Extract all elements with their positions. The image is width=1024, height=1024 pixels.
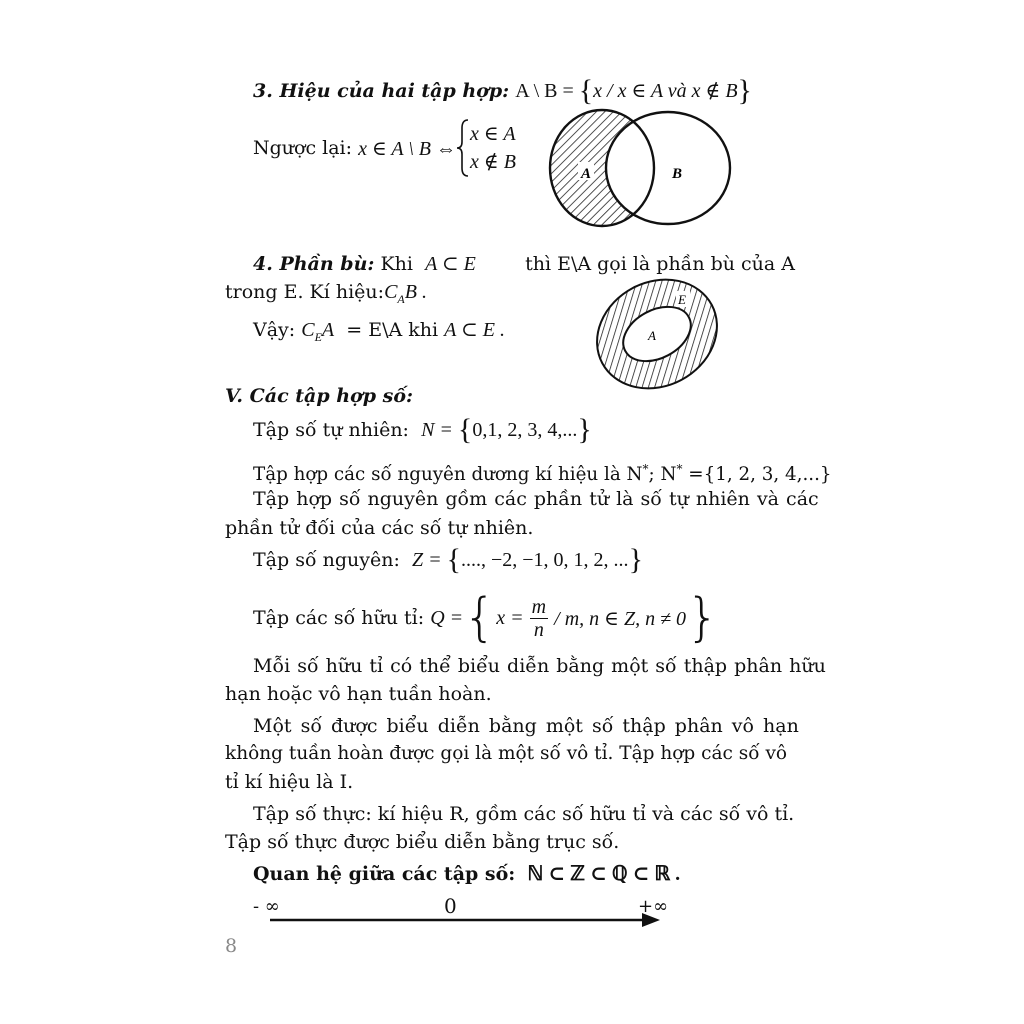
rationals-line: Tập các số hữu tỉ: Q = { x = $\frac{m}{n}$ / m, n ∈ Z, n ≠ 0 } bbox=[253, 588, 720, 648]
integers-desc-2: phần tử đối của các số tự nhiên. bbox=[225, 517, 534, 539]
rational-right-brace: } bbox=[686, 588, 720, 648]
rational-left-brace: { bbox=[463, 588, 497, 648]
converse-label: Ngược lại: bbox=[253, 137, 353, 159]
page-number: 8 bbox=[225, 935, 238, 957]
converse-lhs: x ∈ A \ B ⇔ bbox=[358, 137, 457, 160]
real-paragraph-1: Tập số thực: kí hiệu R, gồm các số hữu tỉ và các số vô tỉ. bbox=[253, 803, 795, 825]
venn-label-a: A bbox=[581, 166, 592, 182]
axis-right-label: +∞ bbox=[638, 896, 669, 917]
left-brace-icon bbox=[456, 118, 470, 178]
ring-label-e: E bbox=[678, 292, 686, 307]
axis-zero-label: 0 bbox=[444, 894, 457, 918]
difference-venn-diagram bbox=[540, 108, 740, 232]
irrational-paragraph-3: tỉ kí hiệu là I. bbox=[225, 771, 354, 793]
positive-integers-line: Tập hợp các số nguyên dương kí hiệu là N*; N* ={1, 2, 3, 4,...} bbox=[253, 462, 832, 486]
section4-line3: Vậy: $C_EA$ = E\A khi A ⊂ E . bbox=[253, 319, 505, 344]
real-paragraph-2: Tập số thực được biểu diễn bằng trục số. bbox=[225, 831, 620, 853]
ring-label-a: A bbox=[648, 328, 656, 343]
venn-label-b: B bbox=[672, 166, 683, 182]
axis-left-label: - ∞ bbox=[253, 896, 280, 917]
rational-paragraph-1: Mỗi số hữu tỉ có thể biểu diễn bằng một số thập phân hữu bbox=[253, 655, 826, 677]
natural-numbers-line: Tập số tự nhiên: N = {0,1, 2, 3, 4,...} bbox=[253, 413, 592, 446]
irrational-paragraph-1: Một số được biểu diễn bằng một số thập phân vô hạn bbox=[253, 715, 799, 737]
section4-line1: 4. Phần bù: Khi A ⊂ E thì E\A gọi là phần bù của A bbox=[253, 253, 795, 275]
section3-heading-line bbox=[253, 76, 752, 106]
set-relation-math: ℕ ⊂ ℤ ⊂ ℚ ⊂ ℝ . bbox=[527, 863, 681, 885]
set-difference-formula: A \ B = {x / x ∈ A và x ∉ B} bbox=[515, 74, 752, 107]
set-relation-label: Quan hệ giữa các tập số: bbox=[253, 863, 516, 885]
integers-line: Tập số nguyên: Z = {...., −2, −1, 0, 1, 2, ...} bbox=[253, 543, 643, 576]
converse-line bbox=[253, 118, 516, 178]
section5-heading: V. Các tập hợp số: bbox=[225, 385, 414, 407]
arrow-right-icon bbox=[642, 913, 660, 927]
set-b-circle bbox=[606, 112, 730, 224]
section3-heading: 3. Hiệu của hai tập hợp: bbox=[253, 80, 510, 102]
converse-cases bbox=[456, 118, 516, 178]
fraction-m-over-n: $\frac{m}{n}$ bbox=[531, 595, 547, 641]
complement-ring-diagram bbox=[592, 273, 722, 395]
set-relation-line bbox=[253, 860, 680, 888]
case-1: x ∈ A bbox=[470, 123, 516, 145]
case-2: x ∉ B bbox=[470, 151, 516, 173]
integers-desc-1: Tập hợp số nguyên gồm các phần tử là số tự nhiên và các bbox=[253, 488, 819, 510]
section4-line2: trong E. Kí $hiệu:C_AB$ . bbox=[225, 281, 427, 306]
section4-heading: 4. Phần bù: bbox=[253, 253, 375, 275]
irrational-paragraph-2: không tuần hoàn được gọi là một số vô tỉ. Tập hợp các số vô bbox=[225, 743, 788, 764]
complement-hatched-ring bbox=[592, 273, 722, 395]
rational-paragraph-2: hạn hoặc vô hạn tuần hoàn. bbox=[225, 683, 492, 705]
number-line-axis bbox=[270, 912, 662, 928]
